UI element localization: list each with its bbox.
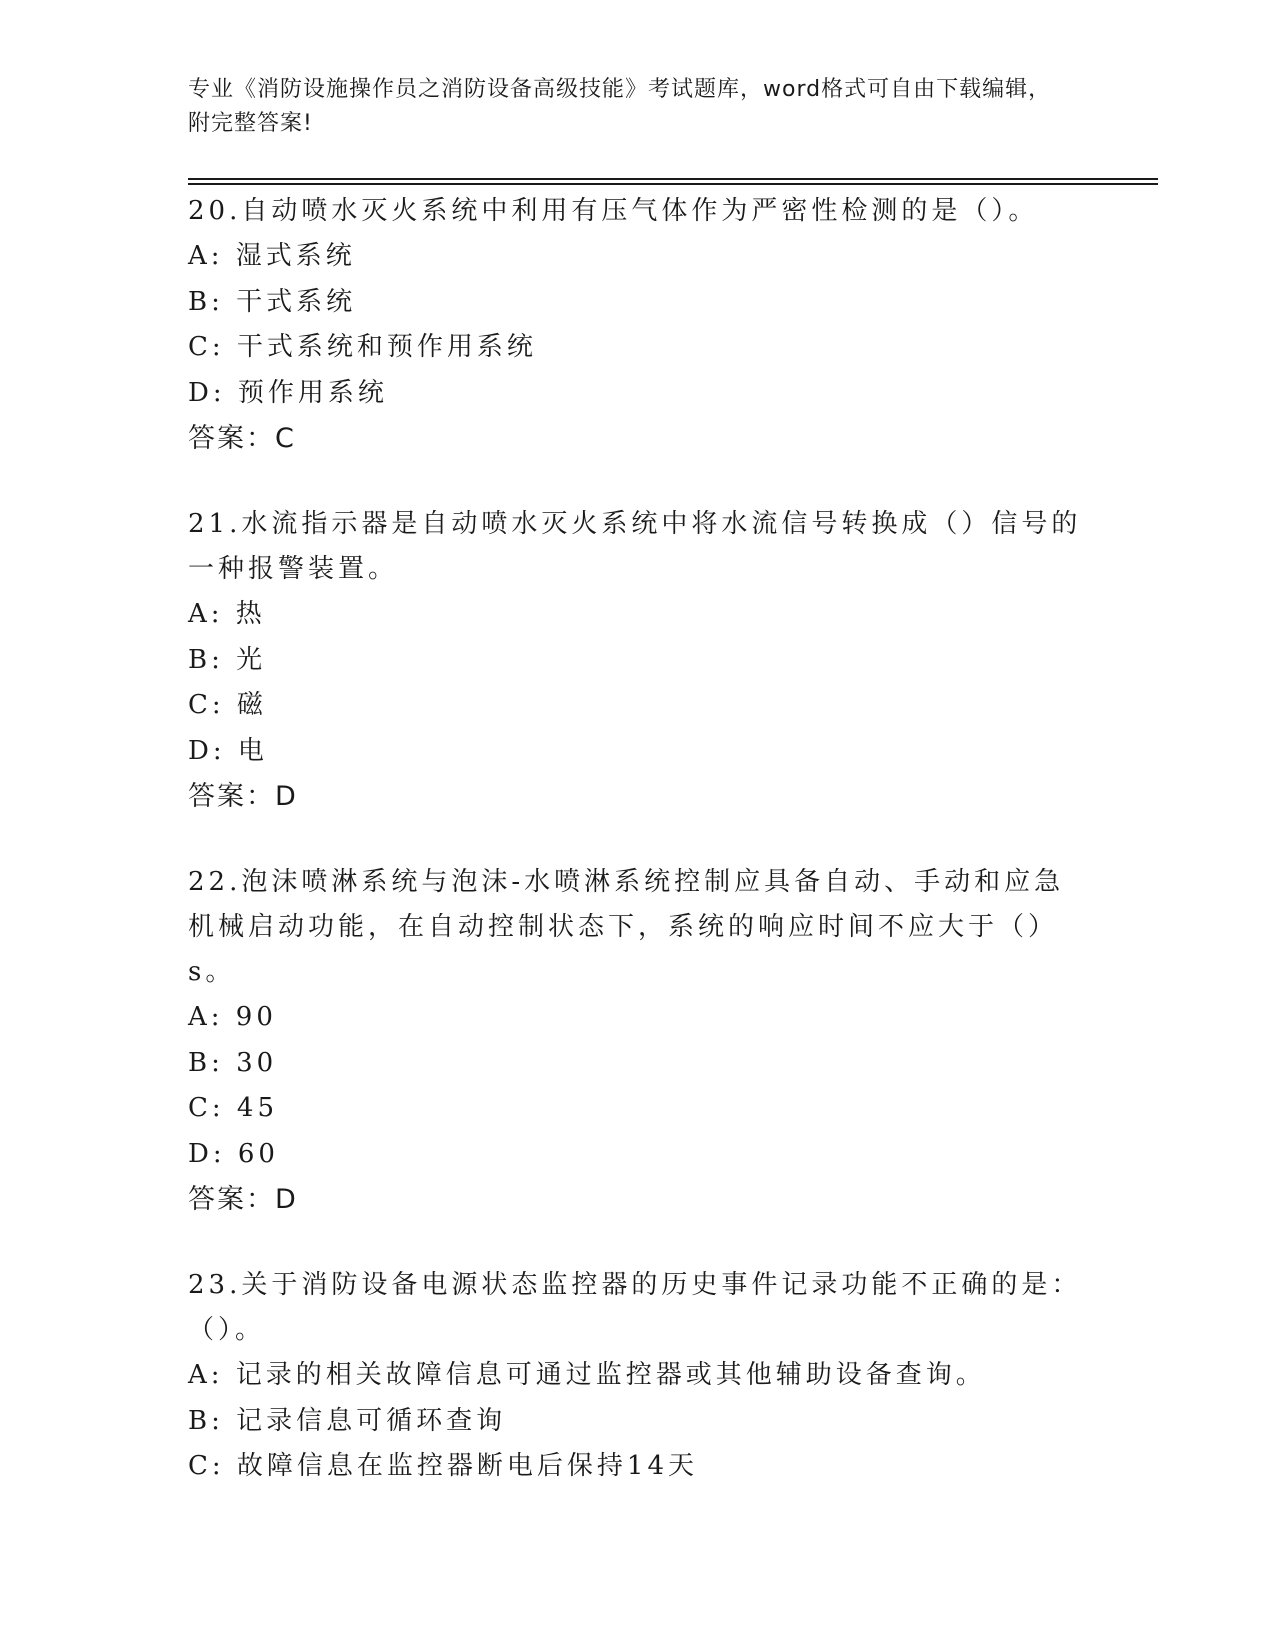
question-list: [188, 189, 1088, 1530]
option-a: A: 记录的相关故障信息可通过监控器或其他辅助设备查询。: [188, 1360, 986, 1390]
header-divider-bottom: [188, 183, 1158, 185]
question-22: [188, 860, 1088, 1223]
option-c: C: 干式系统和预作用系统: [188, 332, 537, 362]
answer-line: 答案：D: [188, 781, 298, 812]
option-a: A: 热: [188, 599, 266, 629]
question-20: [188, 189, 1088, 462]
question-stem: 20.自动喷水灭火系统中利用有压气体作为严密性检测的是（）。: [188, 196, 1039, 226]
option-c: C: 故障信息在监控器断电后保持14天: [188, 1451, 699, 1481]
question-stem: 23.关于消防设备电源状态监控器的历史事件记录功能不正确的是：（）。: [188, 1270, 1082, 1345]
question-23: [188, 1263, 1088, 1490]
option-a: A: 90: [188, 1002, 277, 1032]
option-d: D: 电: [188, 735, 268, 766]
question-stem: 21.水流指示器是自动喷水灭火系统中将水流信号转换成（）信号的一种报警装置。: [188, 509, 1082, 584]
option-d: D: 60: [188, 1138, 279, 1169]
option-b: B: 记录信息可循环查询: [188, 1405, 507, 1436]
option-c: C: 45: [188, 1093, 279, 1123]
header-divider-top: [188, 178, 1158, 180]
option-b: B: 干式系统: [188, 286, 357, 317]
option-b: B: 30: [188, 1047, 278, 1078]
option-b: B: 光: [188, 644, 267, 675]
option-d: D: 预作用系统: [188, 377, 388, 408]
question-stem: 22.泡沫喷淋系统与泡沫-水喷淋系统控制应具备自动、手动和应急机械启动功能，在自动控制状态下，系统的响应时间不应大于（）s。: [188, 867, 1065, 987]
option-a: A: 湿式系统: [188, 241, 356, 271]
answer-line: 答案：C: [188, 423, 296, 454]
document-header: [188, 73, 1068, 141]
option-c: C: 磁: [188, 690, 267, 720]
question-21: [188, 502, 1088, 820]
answer-line: 答案：D: [188, 1184, 298, 1215]
header-intro-text: 专业《消防设施操作员之消防设备高级技能》考试题库，word格式可自由下载编辑，附完整答案!: [188, 77, 1052, 136]
